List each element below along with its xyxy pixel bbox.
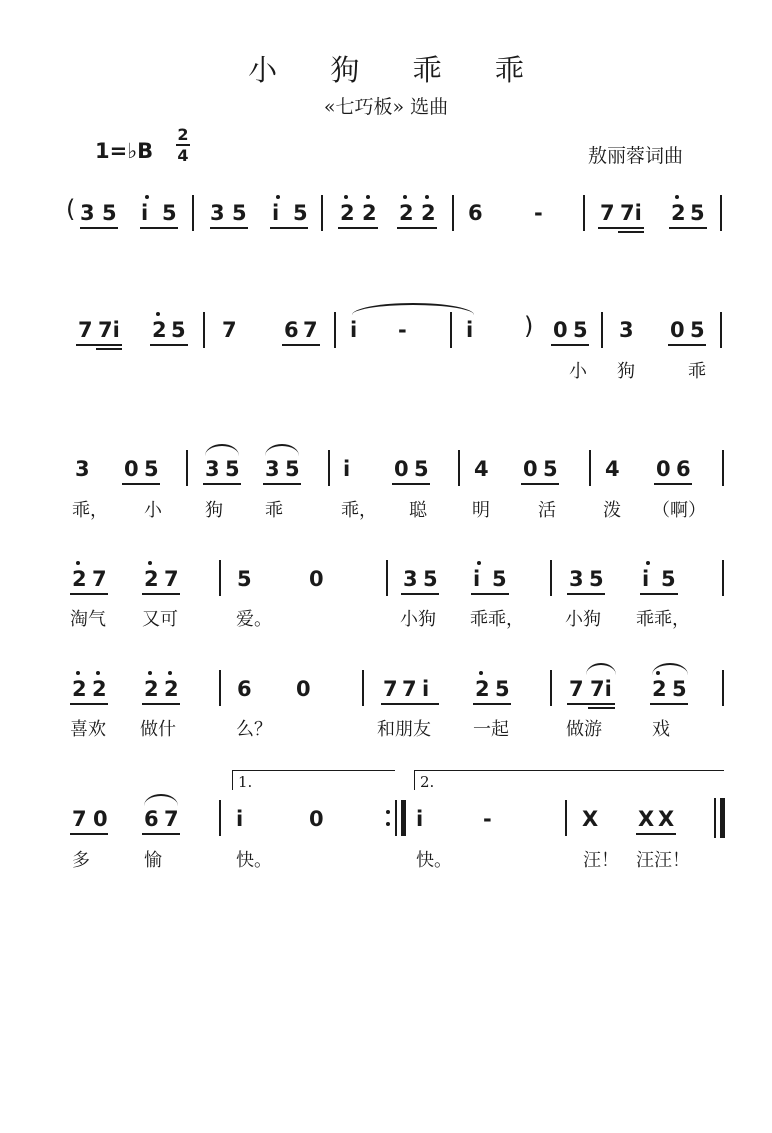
note: 4	[605, 457, 620, 481]
note: 5	[293, 201, 308, 225]
lyric: 做什	[140, 719, 176, 740]
lyric: 快。	[236, 850, 272, 871]
note: 4	[474, 457, 489, 481]
note: 5	[492, 567, 507, 591]
repeat-dot	[386, 810, 390, 814]
note: 7	[569, 677, 584, 701]
beam	[96, 348, 122, 350]
bar-line	[386, 560, 388, 596]
note: 5	[232, 201, 247, 225]
note: i	[141, 201, 149, 225]
lyric: 明	[472, 500, 490, 521]
note: 2	[340, 201, 355, 225]
note: 5	[414, 457, 429, 481]
beam	[210, 227, 248, 229]
note: 3	[569, 567, 584, 591]
octave-dot	[168, 671, 172, 675]
repeat-bar-line	[395, 800, 397, 836]
lyric: 么？	[236, 719, 272, 740]
note: i	[422, 677, 430, 701]
slur-arc	[586, 663, 616, 675]
octave-dot	[76, 671, 80, 675]
note: 2	[152, 318, 167, 342]
note: 2	[72, 677, 87, 701]
octave-dot	[477, 561, 481, 565]
beam	[618, 231, 644, 233]
note: 7i	[98, 318, 120, 342]
time-signature-bottom: 4	[177, 146, 189, 165]
slur-close-mark: )	[524, 312, 534, 340]
note: 0	[553, 318, 568, 342]
note: 6	[237, 677, 252, 701]
beam	[338, 227, 378, 229]
lyric: 狗	[617, 361, 635, 382]
note: 5	[672, 677, 687, 701]
lyric: 小	[144, 500, 162, 521]
second-ending-label: 2.	[420, 773, 435, 791]
octave-dot	[675, 195, 679, 199]
lyric: 乖，	[341, 500, 377, 521]
bar-line	[203, 312, 205, 348]
note: 5	[162, 201, 177, 225]
octave-dot	[148, 671, 152, 675]
lyric: 一起	[473, 719, 509, 740]
note: 2	[671, 201, 686, 225]
note: i	[466, 318, 474, 342]
lyric: （啊）	[652, 500, 706, 521]
author-credit: 敖丽蓉词曲	[588, 145, 684, 167]
bar-line	[452, 195, 454, 231]
note: 2	[421, 201, 436, 225]
octave-dot	[425, 195, 429, 199]
note: 5	[171, 318, 186, 342]
slur-open-mark: (	[66, 195, 76, 223]
lyric: 小狗	[400, 609, 436, 630]
lyric: 愉	[144, 850, 162, 871]
beam	[392, 483, 430, 485]
note: i	[473, 567, 481, 591]
beam	[140, 227, 178, 229]
lyric: 聪	[409, 500, 427, 521]
beam	[70, 703, 108, 705]
lyric: 做游	[566, 719, 602, 740]
beam	[640, 593, 678, 595]
beam	[471, 593, 509, 595]
note: 0	[656, 457, 671, 481]
note: 2	[362, 201, 377, 225]
bar-line	[720, 312, 722, 348]
note: 7	[164, 567, 179, 591]
ending-bracket	[414, 770, 415, 790]
octave-dot	[479, 671, 483, 675]
octave-dot	[148, 561, 152, 565]
beam	[521, 483, 559, 485]
beam	[282, 344, 320, 346]
beam	[150, 344, 188, 346]
note: 7	[222, 318, 237, 342]
note: 7	[383, 677, 398, 701]
note: 7	[303, 318, 318, 342]
bar-line	[321, 195, 323, 231]
note: 5	[144, 457, 159, 481]
bar-line	[450, 312, 452, 348]
note: 0	[296, 677, 311, 701]
note: 5	[589, 567, 604, 591]
beam	[669, 227, 707, 229]
bar-line	[458, 450, 460, 486]
first-ending-label: 1.	[238, 773, 253, 791]
note: 7i	[590, 677, 612, 701]
bar-line	[589, 450, 591, 486]
beam	[203, 483, 241, 485]
note: 6	[144, 807, 159, 831]
lyric: 活	[538, 500, 556, 521]
bar-line	[219, 800, 221, 836]
note: 3	[403, 567, 418, 591]
bar-line	[219, 560, 221, 596]
note: X	[582, 807, 599, 831]
bar-line	[550, 560, 552, 596]
repeat-dot	[386, 822, 390, 826]
bar-line	[186, 450, 188, 486]
dash: -	[483, 807, 492, 831]
note: 7i	[620, 201, 642, 225]
beam	[668, 344, 706, 346]
note: 3	[80, 201, 95, 225]
bar-line	[565, 800, 567, 836]
octave-dot	[656, 671, 660, 675]
lyric: 乖	[688, 361, 706, 382]
lyric: 快。	[416, 850, 452, 871]
note: 7	[72, 807, 87, 831]
lyric: 喜欢	[70, 719, 106, 740]
slur-arc	[205, 444, 239, 456]
note: 5	[423, 567, 438, 591]
time-signature-top: 2	[177, 125, 189, 144]
note: 0	[124, 457, 139, 481]
beam	[76, 344, 122, 346]
note: 0	[309, 567, 324, 591]
lyric: 戏	[652, 719, 670, 740]
beam	[70, 833, 108, 835]
octave-dot	[344, 195, 348, 199]
bar-line	[219, 670, 221, 706]
lyric: 乖乖，	[636, 609, 690, 630]
note: 5	[495, 677, 510, 701]
tie-arc	[352, 303, 474, 315]
octave-dot	[156, 312, 160, 316]
note: 7	[402, 677, 417, 701]
beam	[636, 833, 676, 835]
note: 5	[690, 318, 705, 342]
lyric: 又可	[142, 609, 178, 630]
lyric: 泼	[603, 500, 621, 521]
note: 5	[225, 457, 240, 481]
beam	[270, 227, 308, 229]
bar-line	[362, 670, 364, 706]
beam	[654, 483, 692, 485]
bar-line	[720, 195, 722, 231]
note: 2	[475, 677, 490, 701]
beam	[567, 703, 615, 705]
note: 6	[676, 457, 691, 481]
final-bar-line	[720, 798, 725, 838]
note: X	[658, 807, 675, 831]
note: 5	[237, 567, 252, 591]
note: 2	[164, 677, 179, 701]
dash: -	[534, 201, 543, 225]
beam	[473, 703, 511, 705]
note: 7	[78, 318, 93, 342]
note: 0	[93, 807, 108, 831]
lyric: 汪汪！	[636, 850, 690, 871]
beam	[381, 703, 439, 705]
octave-dot	[646, 561, 650, 565]
song-subtitle: «七巧板» 选曲	[323, 96, 449, 118]
note: i	[343, 457, 351, 481]
bar-line	[328, 450, 330, 486]
note: 0	[523, 457, 538, 481]
note: 5	[661, 567, 676, 591]
octave-dot	[96, 671, 100, 675]
slur-arc	[144, 794, 178, 806]
lyric: 和朋友	[377, 719, 431, 740]
bar-line	[722, 670, 724, 706]
note: 2	[72, 567, 87, 591]
beam	[598, 227, 644, 229]
note: 2	[144, 567, 159, 591]
note: 5	[543, 457, 558, 481]
key-signature: 1=♭B	[95, 139, 154, 163]
beam	[142, 593, 180, 595]
ending-bracket	[232, 770, 233, 790]
bar-line	[550, 670, 552, 706]
octave-dot	[145, 195, 149, 199]
final-bar-line	[714, 798, 716, 838]
note: 5	[690, 201, 705, 225]
bar-line	[334, 312, 336, 348]
note: 3	[619, 318, 634, 342]
note: i	[642, 567, 650, 591]
beam	[650, 703, 688, 705]
bar-line	[192, 195, 194, 231]
beam	[122, 483, 160, 485]
bar-line	[583, 195, 585, 231]
note: 6	[468, 201, 483, 225]
note: 3	[75, 457, 90, 481]
note: 5	[285, 457, 300, 481]
time-signature	[176, 126, 190, 164]
note: 3	[210, 201, 225, 225]
octave-dot	[276, 195, 280, 199]
beam	[142, 833, 180, 835]
lyric: 淘气	[70, 609, 106, 630]
note: 3	[265, 457, 280, 481]
ending-bracket	[232, 770, 395, 771]
beam	[263, 483, 301, 485]
bar-line	[722, 560, 724, 596]
octave-dot	[366, 195, 370, 199]
beam	[401, 593, 439, 595]
note: 3	[205, 457, 220, 481]
slur-arc	[265, 444, 299, 456]
note: i	[350, 318, 358, 342]
repeat-bar-line	[401, 800, 406, 836]
note: 7	[92, 567, 107, 591]
octave-dot	[76, 561, 80, 565]
beam	[80, 227, 118, 229]
note: 7	[164, 807, 179, 831]
note: i	[236, 807, 244, 831]
lyric: 乖	[265, 500, 283, 521]
lyric: 小狗	[565, 609, 601, 630]
note: 2	[144, 677, 159, 701]
note: 2	[92, 677, 107, 701]
note: 0	[394, 457, 409, 481]
bar-line	[601, 312, 603, 348]
note: 0	[670, 318, 685, 342]
lyric: 乖，	[72, 500, 108, 521]
note: 7	[600, 201, 615, 225]
beam	[397, 227, 437, 229]
bar-line	[722, 450, 724, 486]
note: X	[638, 807, 655, 831]
beam	[567, 593, 605, 595]
lyric: 多	[72, 850, 90, 871]
lyric: 爱。	[236, 609, 272, 630]
octave-dot	[403, 195, 407, 199]
note: 5	[573, 318, 588, 342]
beam	[142, 703, 180, 705]
beam	[70, 593, 108, 595]
song-title: 小 狗 乖 乖	[248, 53, 546, 87]
beam	[551, 344, 589, 346]
lyric: 乖乖，	[470, 609, 524, 630]
note: i	[272, 201, 280, 225]
beam	[588, 707, 615, 709]
lyric: 狗	[205, 500, 223, 521]
note: 5	[102, 201, 117, 225]
ending-bracket	[414, 770, 724, 771]
dash: -	[398, 318, 407, 342]
lyric: 汪！	[583, 850, 619, 871]
note: 2	[652, 677, 667, 701]
note: 0	[309, 807, 324, 831]
note: i	[416, 807, 424, 831]
note: 6	[284, 318, 299, 342]
lyric: 小	[569, 361, 587, 382]
note: 2	[399, 201, 414, 225]
